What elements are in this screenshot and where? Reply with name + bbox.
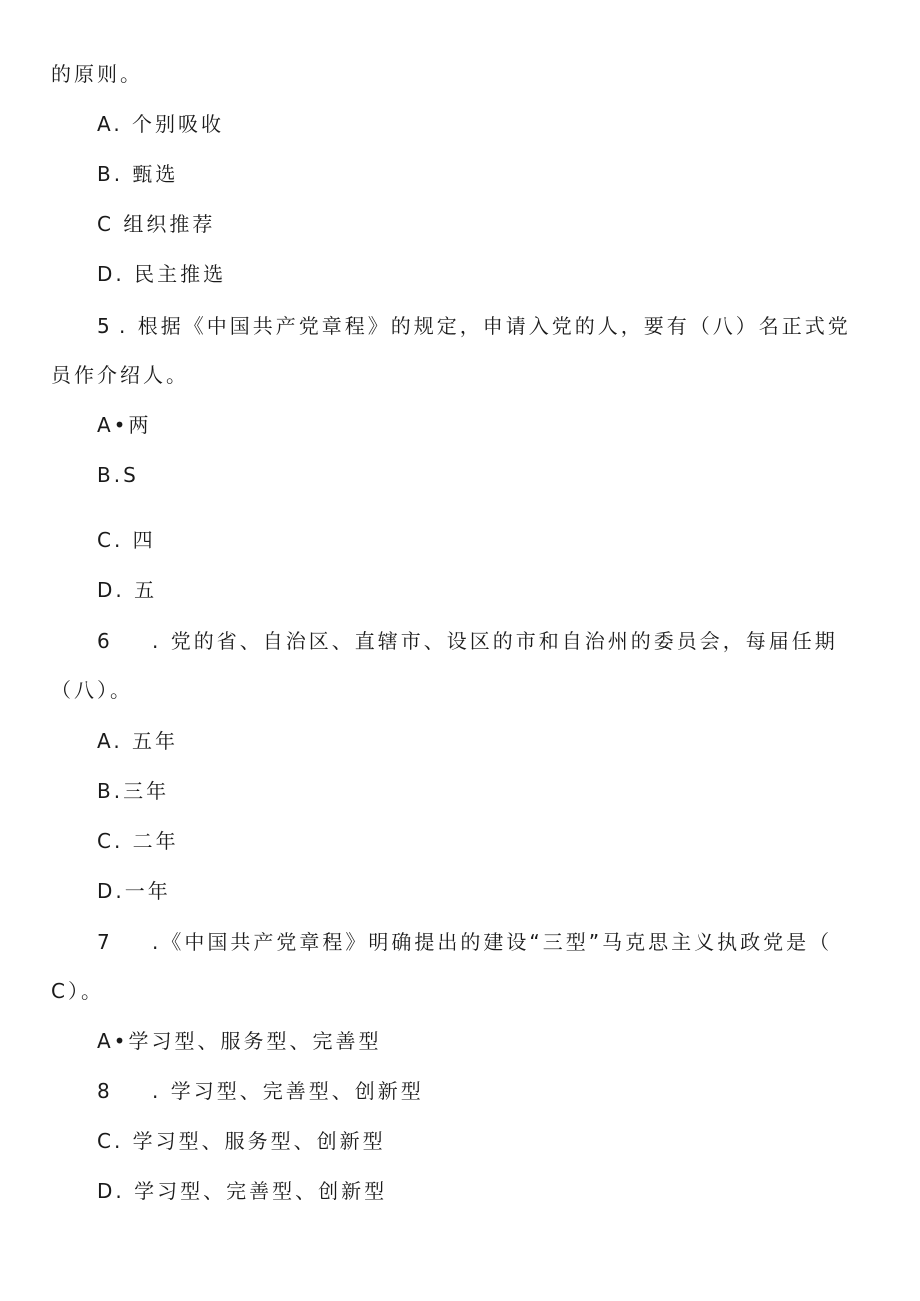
option-c: C. 学习型、服务型、创新型: [97, 1129, 386, 1153]
option-b: B.三年: [97, 779, 170, 803]
question-text: . 学习型、完善型、创新型: [152, 1079, 424, 1103]
option-b: B.S: [97, 463, 139, 487]
continuation-line: C）。: [51, 979, 104, 1003]
option-d: D. 民主推选: [97, 262, 227, 286]
option-c: C. 四: [97, 528, 156, 552]
option-c: C 组织推荐: [97, 212, 216, 236]
option-b: B. 甄选: [97, 162, 179, 186]
continuation-line: 的原则。: [51, 62, 143, 86]
question-text: . 根据《中国共产党章程》的规定，申请入党的人，要有（八）名正式党: [119, 314, 851, 338]
question-number: 6: [97, 629, 113, 653]
option-a: A. 个别吸收: [97, 112, 225, 136]
continuation-line: （八）。: [51, 678, 133, 702]
question-text: . 党的省、自治区、直辖市、设区的市和自治州的委员会，每届任期: [152, 629, 838, 653]
option-d: D. 五: [97, 578, 158, 602]
question-number: 5: [97, 314, 113, 338]
option-c: C. 二年: [97, 829, 179, 853]
option-d: D.一年: [97, 879, 171, 903]
option-a: A•学习型、服务型、完善型: [97, 1029, 382, 1053]
question-5: [0, 308, 920, 344]
question-7: [0, 924, 920, 960]
option-d: D. 学习型、完善型、创新型: [97, 1179, 388, 1203]
continuation-line: 员作介绍人。: [51, 363, 189, 387]
option-a: A. 五年: [97, 729, 179, 753]
question-6: [0, 623, 920, 659]
question-number: 8: [97, 1079, 113, 1103]
question-8: [0, 1073, 920, 1109]
option-a: A•两: [97, 413, 152, 437]
question-number: 7: [97, 930, 113, 954]
question-text: .《中国共产党章程》明确提出的建设“三型”马克思主义执政党是（: [152, 930, 833, 954]
